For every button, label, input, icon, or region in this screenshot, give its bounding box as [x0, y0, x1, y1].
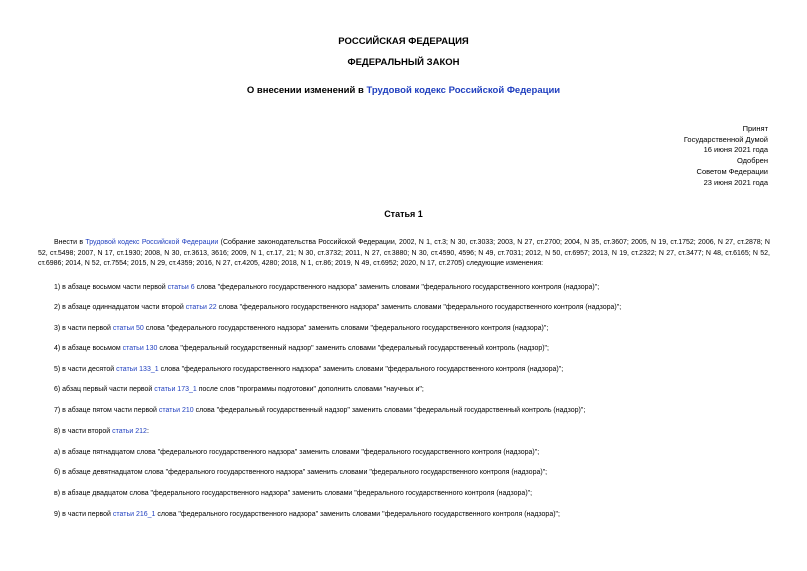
amendment-text: 7) в абзаце пятом части первой	[54, 407, 159, 414]
article-link[interactable]: статьи 130	[122, 345, 158, 352]
article-link[interactable]: статьи 50	[112, 325, 144, 332]
intro-labor-code-link[interactable]: Трудовой кодекс Российской Федерации	[85, 239, 219, 246]
adopted-date: 16 июня 2021 года	[703, 145, 768, 155]
labor-code-link[interactable]: Трудовой кодекс Российской Федерации	[366, 85, 561, 96]
article-link[interactable]: статьи 173_1	[154, 386, 197, 393]
amendment-text: слова "федерального государственного надзора" заменить словами "федерального государственного контроля (надзора)";	[155, 511, 560, 518]
amendment-text: 4) в абзаце восьмом	[54, 345, 123, 352]
approved-by: Советом Федерации	[696, 166, 768, 176]
amendment-item	[54, 468, 770, 478]
amendment-text: слова "федеральный государственный надзор" заменить словами "федеральный государственный контроль (надзор)";	[193, 407, 586, 414]
amendment-text: :	[146, 428, 149, 435]
amendment-text: 8) в части второй	[54, 428, 113, 435]
amendment-item	[54, 283, 770, 293]
adopted-by: Государственной Думой	[683, 134, 768, 144]
amendment-item	[54, 448, 770, 458]
amendment-text: б) в абзаце девятнадцатом слова "федерального государственного надзора" заменить словами "федерального государственного контроля (надзора)";	[54, 469, 548, 476]
amendment-text: после слов "программы подготовки" дополнить словами "научных и";	[196, 386, 424, 393]
law-title-prefix: О внесении изменений в	[246, 85, 367, 96]
approved-date: 23 июня 2021 года	[703, 177, 768, 187]
amendment-text: слова "федерального государственного надзора" заменить словами "федерального государственного контроля (надзора)";	[194, 284, 600, 291]
amendment-text: 1) в абзаце восьмом части первой	[54, 284, 168, 291]
amendment-text: 9) в части первой	[54, 511, 113, 518]
amendment-text: слова "федерального государственного надзора" заменить словами "федерального государственного контроля (надзора)";	[143, 325, 549, 332]
amendment-text: 2) в абзаце одиннадцатом части второй	[54, 304, 186, 311]
adopted-label: Принят	[742, 124, 768, 133]
amendment-text: 5) в части десятой	[54, 366, 117, 373]
article-link[interactable]: статьи 216_1	[112, 511, 156, 518]
amendment-text: слова "федерального государственного надзора" заменить словами "федерального государственного контроля (надзора)";	[216, 304, 622, 311]
amendment-item	[54, 510, 770, 520]
law-title	[0, 85, 807, 96]
article-link[interactable]: статьи 22	[185, 304, 217, 311]
country-heading: РОССИЙСКАЯ ФЕДЕРАЦИЯ	[338, 36, 469, 47]
amendment-item	[54, 385, 770, 395]
amendment-text: слова "федерального государственного надзора" заменить словами "федерального государственного контроля (надзора)";	[158, 366, 564, 373]
amendment-item	[54, 344, 770, 354]
adoption-info	[684, 124, 768, 188]
article-intro	[38, 238, 770, 270]
article-link[interactable]: статьи 133_1	[116, 366, 159, 373]
article-heading: Статья 1	[384, 209, 423, 219]
article-link[interactable]: статьи 210	[158, 407, 194, 414]
amendment-text: а) в абзаце пятнадцатом слова "федерального государственного надзора" заменить словами "федерального государственного контроля (надзора)";	[54, 449, 540, 456]
amendment-text: в) в абзаце двадцатом слова "федерального государственного надзора" заменить словами "федерального государственного контроля (надзора)";	[54, 490, 533, 497]
amendment-text: слова "федеральный государственный надзор" заменить словами "федеральный государственный контроль (надзор)";	[157, 345, 549, 352]
amendment-text: 6) абзац первый части первой	[54, 386, 155, 393]
article-link[interactable]: статьи 6	[167, 284, 195, 291]
amendment-item	[54, 406, 770, 416]
article-link[interactable]: статьи 212	[112, 428, 147, 435]
amendment-item	[54, 489, 770, 499]
law-type-heading: ФЕДЕРАЛЬНЫЙ ЗАКОН	[347, 57, 460, 68]
amendment-item	[54, 303, 770, 313]
amendment-item	[54, 427, 770, 437]
amendment-item	[54, 324, 770, 334]
intro-prefix: Внести в	[54, 239, 86, 246]
intro-text: (Собрание законодательства Российской Федерации, 2002, N 1, ст.3; N 30, ст.3033; 2003, N 27, ст.2700; 2004, N 35, ст.3607; 2005, N 19, ст.1752; 2006, N 27, ст.2878; N 52, ст.5498; 2007, N 17, ст.1930; 2008, N 30, ст.3613, 3616; 2009, N 1, ст.17, 21; N 30, ст.3732; 2011, N 27, ст.3880; N 30, ст.4590, 4596; N 49, ст.7031; 2012, N 50, ст.6957; 2013, N 19, ст.2322; N 27, ст.3477; N 48, ст.6165; N 52, ст.6986; 2014, N 52, ст.7554; 2015, N 29, ст.4359; 2016, N 27, ст.4205, 4280; 2018, N 1, ст.86; 2019, N 49, ст.6952; 2020, N 17, ст.2705) следующие изменения:	[38, 239, 770, 267]
amendment-text: 3) в части первой	[54, 325, 113, 332]
amendment-item	[54, 365, 770, 375]
approved-label: Одобрен	[737, 156, 768, 166]
